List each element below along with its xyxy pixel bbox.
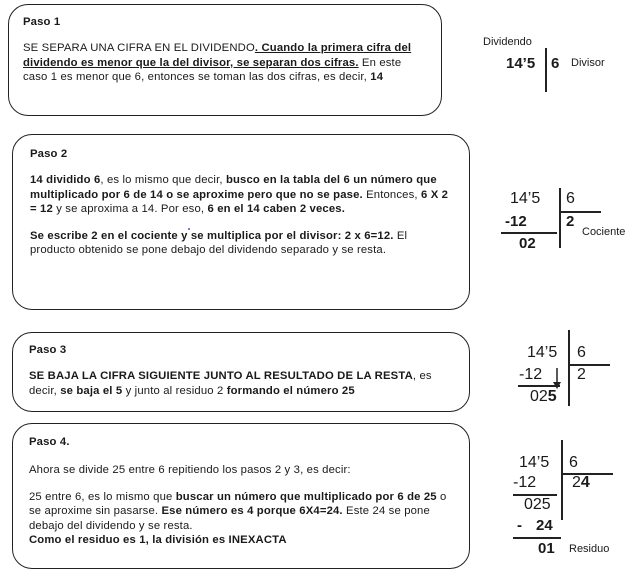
paso-2-p1-c: busco en la tabla del 6 un número que multiplicado por 6 de 14 o se aproxime pero que no se pase. <box>30 174 437 201</box>
d2-dividendo: 14’5 <box>510 190 541 207</box>
divisor-label: Divisor <box>571 57 605 69</box>
paso-1-text-a: SE SEPARA UNA CIFRA EN EL DIVIDENDO <box>23 42 255 55</box>
stray-dot <box>188 228 190 230</box>
d3-divisor: 6 <box>577 344 586 361</box>
d4-cociente-b: 4 <box>580 474 590 491</box>
paso-1-title: Paso 1 <box>23 16 61 28</box>
paso-1-box <box>8 4 442 116</box>
d4-parcial: 025 <box>524 496 551 513</box>
paso-3-text-c: se baja el 5 <box>60 384 123 397</box>
paso-3-text-d: y junto al residuo 2 <box>122 384 227 397</box>
d3-resto <box>530 389 557 405</box>
dividendo-label: Dividendo <box>483 36 532 48</box>
d2-divisor: 6 <box>566 190 575 207</box>
d4-cociente <box>572 475 590 491</box>
paso-2-p1-e: 6 X 2 = 12 <box>30 188 449 216</box>
divisor-vertical-line <box>545 48 547 92</box>
divisor-value: 6 <box>551 55 560 72</box>
paso-4-paragraph-1: Ahora se divide 25 entre 6 repitiendo los pasos 2 y 3, es decir: <box>29 464 351 477</box>
d3-resto-a: 02 <box>530 388 548 405</box>
paso-3-text-e: formando el número 25 <box>226 384 355 397</box>
paso-3-text <box>29 369 453 398</box>
d2-resta: -12 <box>505 213 527 230</box>
d4-dividendo: 14’5 <box>519 454 550 471</box>
paso-2-paragraph-1 <box>30 173 453 216</box>
d4-vertical-line <box>561 440 563 520</box>
d3-vertical-line <box>568 330 570 406</box>
d4-resta1: -12 <box>513 474 537 491</box>
paso-3-title: Paso 3 <box>29 344 67 356</box>
d2-resto: 02 <box>519 235 536 252</box>
paso-2-p2-a: Se escribe 2 en el cociente y se multiplica por el divisor: 2 x 6=12. <box>30 229 394 242</box>
d3-cociente: 2 <box>577 366 586 383</box>
d2-cociente-label: Cociente <box>582 226 626 238</box>
d2-subtraction-line <box>501 232 557 234</box>
paso-3-box <box>12 332 470 412</box>
paso-1-text-b: . Cuando la primera cifra del dividendo es menor que la del divisor, se separan dos cifras. <box>23 42 412 69</box>
paso-2-p2-b: El producto obtenido se pone debajo del dividendo separado y se resta. <box>30 229 408 257</box>
d3-resta: -12 <box>519 366 543 383</box>
paso-2-title: Paso 2 <box>30 148 68 160</box>
d2-vertical-line <box>559 188 561 248</box>
paso-4-p2-b: buscar un número que multiplicado por 6 de 25 <box>175 490 437 503</box>
paso-4-p2-c: o se aproxime sin pasarse. <box>29 490 447 518</box>
d2-cociente: 2 <box>566 213 575 230</box>
paso-1-text <box>23 41 425 84</box>
dividendo-value: 14’5 <box>506 55 536 72</box>
paso-4-p2-e: Este 24 se pone debajo del dividendo y se resta. <box>29 505 430 532</box>
d3-resto-b: 5 <box>547 388 557 405</box>
d4-residuo-label: Residuo <box>569 543 610 555</box>
arrow-down-icon <box>552 368 562 390</box>
paso-2-p1-a: 14 dividido 6 <box>30 174 101 187</box>
paso-2-p1-d: Entonces, <box>362 188 421 201</box>
paso-4-title: Paso 4. <box>29 436 70 448</box>
paso-4-box <box>12 423 470 569</box>
paso-1-text-d: 14 <box>370 71 384 84</box>
paso-2-paragraph-2 <box>30 229 453 258</box>
paso-2-p1-f: y se aproxima a 14. Por eso, <box>52 203 208 216</box>
paso-2-p1-b: , es lo mismo que decir, <box>100 174 226 187</box>
paso-3-text-b: , es decir, <box>29 370 432 397</box>
d3-divisor-line <box>568 364 610 366</box>
paso-3-text-a: SE BAJA LA CIFRA SIGUIENTE JUNTO AL RESULTADO DE LA RESTA <box>29 370 413 383</box>
paso-2-p1-g: 6 en el 14 caben 2 veces. <box>207 203 346 216</box>
d3-dividendo: 14’5 <box>527 344 558 361</box>
d4-cociente-a: 2 <box>572 474 581 491</box>
d4-resta2-sign: - <box>517 517 522 534</box>
paso-4-conclusion: Como el residuo es 1, la división es INEXACTA <box>29 534 287 547</box>
d4-resta2: 24 <box>536 517 553 534</box>
paso-4-paragraph-2 <box>29 490 453 533</box>
d4-residuo: 01 <box>538 540 555 557</box>
d4-subtraction-line-2 <box>513 537 561 539</box>
paso-1-text-c: En este caso 1 es menor que 6, entonces se toman las dos cifras, es decir, <box>23 56 402 84</box>
paso-4-p2-d: Ese número es 4 porque 6X4=24. <box>161 505 343 518</box>
d4-divisor: 6 <box>569 454 578 471</box>
paso-2-box <box>12 134 470 310</box>
paso-4-p2-a: 25 entre 6, es lo mismo que <box>29 490 176 503</box>
